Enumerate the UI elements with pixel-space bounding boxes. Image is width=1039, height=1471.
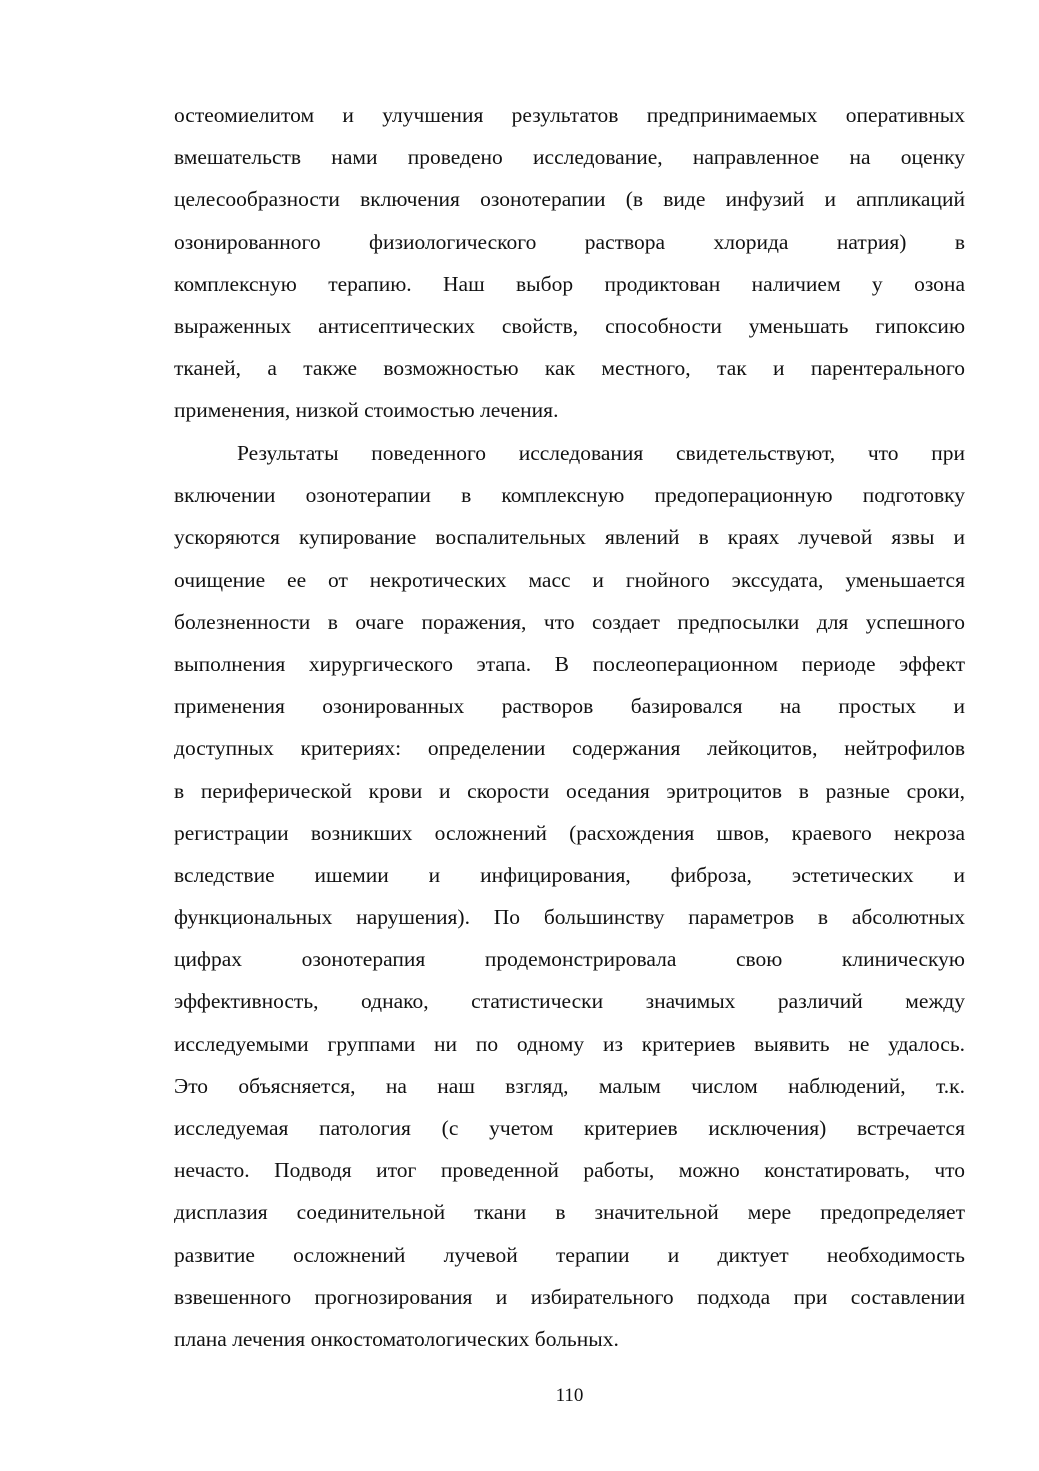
- text-line: Это объясняется, на наш взгляд, малым числом наблюдений, т.к.: [174, 1073, 965, 1098]
- text-line: применения озонированных растворов базировался на простых и: [174, 694, 965, 719]
- text-line: развитие осложнений лучевой терапии и диктует необходимость: [174, 1242, 965, 1267]
- text-line: комплексную терапию. Наш выбор продиктован наличием у озона: [174, 271, 965, 296]
- text-line: озонированного физиологического раствора хлорида натрия) в: [174, 229, 965, 254]
- text-line: остеомиелитом и улучшения результатов предпринимаемых оперативных: [174, 103, 965, 127]
- text-line: Результаты поведенного исследования свидетельствуют, что при: [237, 441, 965, 465]
- text-line: ускоряются купирование воспалительных явлений в краях лучевой язвы и: [174, 525, 965, 550]
- text-line: доступных критериях: определении содержания лейкоцитов, нейтрофилов: [174, 736, 965, 761]
- paragraph-1: [174, 94, 965, 432]
- paragraph-2: [174, 432, 965, 1360]
- text-line: выполнения хирургического этапа. В послеоперационном периоде эффект: [174, 651, 965, 676]
- text-line: взвешенного прогнозирования и избирательного подхода при составлении: [174, 1284, 965, 1309]
- text-line: регистрации возникших осложнений (расхождения швов, краевого некроза: [174, 820, 965, 845]
- text-line: эффективность, однако, статистически значимых различий между: [174, 989, 965, 1014]
- text-line: применения, низкой стоимостью лечения.: [174, 398, 559, 423]
- text-line: включении озонотерапии в комплексную предоперационную подготовку: [174, 483, 965, 508]
- text-line: выраженных антисептических свойств, способности уменьшать гипоксию: [174, 313, 965, 338]
- text-line: плана лечения онкостоматологических больных.: [174, 1326, 619, 1351]
- text-line: вследствие ишемии и инфицирования, фиброза, эстетических и: [174, 862, 965, 887]
- text-line: очищение ее от некротических масс и гнойного экссудата, уменьшается: [174, 567, 965, 592]
- text-line: функциональных нарушения). По большинству параметров в абсолютных: [174, 905, 965, 930]
- text-line: нечасто. Подводя итог проведенной работы, можно констатировать, что: [174, 1158, 965, 1183]
- text-line: исследуемыми группами ни по одному из критериев выявить не удалось.: [174, 1031, 965, 1056]
- text-line: исследуемая патология (с учетом критериев исключения) встречается: [174, 1116, 965, 1140]
- text-line: тканей, а также возможностью как местного, так и парентерального: [174, 356, 965, 381]
- text-line: дисплазия соединительной ткани в значительной мере предопределяет: [174, 1200, 965, 1225]
- page-number: 110: [555, 1385, 584, 1406]
- text-line: целесообразности включения озонотерапии (в виде инфузий и аппликаций: [174, 187, 965, 212]
- text-line: цифрах озонотерапия продемонстрировала свою клиническую: [174, 947, 965, 972]
- text-line: вмешательств нами проведено исследование, направленное на оценку: [174, 145, 965, 170]
- text-line: в периферической крови и скорости оседания эритроцитов в разные сроки,: [174, 778, 965, 803]
- text-line: болезненности в очаге поражения, что создает предпосылки для успешного: [174, 609, 965, 634]
